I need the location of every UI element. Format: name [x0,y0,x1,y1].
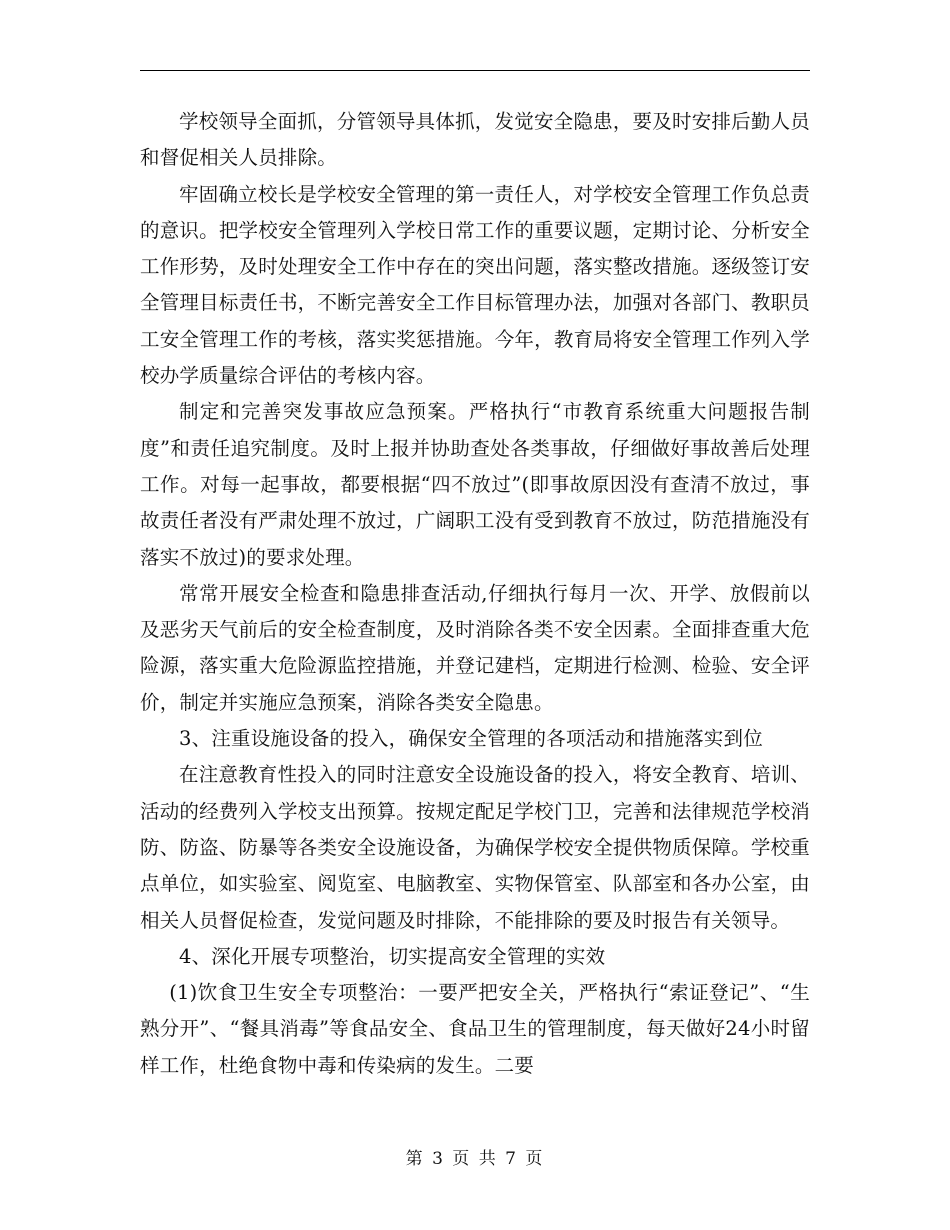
paragraph: 学校领导全面抓，分管领导具体抓，发觉安全隐患，要及时安排后勤人员和督促相关人员排除。 [140,110,810,170]
paragraph: (1)饮食卫生安全专项整治：一要严把安全关，严格执行“索证登记”、“生熟分开”、“餐具消毒”等食品安全、食品卫生的管理制度，每天做好24小时留样工作，杜绝食物中毒和传染病的发生。二要 [140,981,810,1077]
header-rule [140,70,810,71]
document-body [140,104,810,1084]
paragraph: 在注意教育性投入的同时注意安全设施设备的投入，将安全教育、培训、活动的经费列入学校支出预算。按规定配足学校门卫，完善和法律规范学校消防、防盗、防暴等各类安全设施设备，为确保学校安全提供物质保障。学校重点单位，如实验室、阅览室、电脑教室、实物保管室、队部室和各办公室，由相关人员督促检查，发觉问题及时排除，不能排除的要及时报告有关领导。 [140,763,810,932]
paragraph: 制定和完善突发事故应急预案。严格执行“市教育系统重大问题报告制度”和责任追究制度。及时上报并协助查处各类事故，仔细做好事故善后处理工作。对每一起事故，都要根据“四不放过”(即事故原因没有查清不放过，事故责任者没有严肃处理不放过，广阔职工没有受到教育不放过，防范措施没有落实不放过)的要求处理。 [140,400,810,569]
page-number-footer: 第 3 页 共 7 页 [405,1149,545,1169]
section-heading: 3、注重设施设备的投入，确保安全管理的各项活动和措施落实到位 [179,727,763,751]
paragraph: 牢固确立校长是学校安全管理的第一责任人，对学校安全管理工作负总责的意识。把学校安全管理列入学校日常工作的重要议题，定期讨论、分析安全工作形势，及时处理安全工作中存在的突出问题，落实整改措施。逐级签订安全管理目标责任书，不断完善安全工作目标管理办法，加强对各部门、教职员工安全管理工作的考核，落实奖惩措施。今年，教育局将安全管理工作列入学校办学质量综合评估的考核内容。 [140,182,810,388]
paragraph: 常常开展安全检查和隐患排查活动,仔细执行每月一次、开学、放假前以及恶劣天气前后的安全检查制度，及时消除各类不安全因素。全面排查重大危险源，落实重大危险源监控措施，并登记建档，定期进行检测、检验、安全评价，制定并实施应急预案，消除各类安全隐患。 [140,581,810,714]
section-heading: 4、深化开展专项整治，切实提高安全管理的实效 [179,944,606,968]
